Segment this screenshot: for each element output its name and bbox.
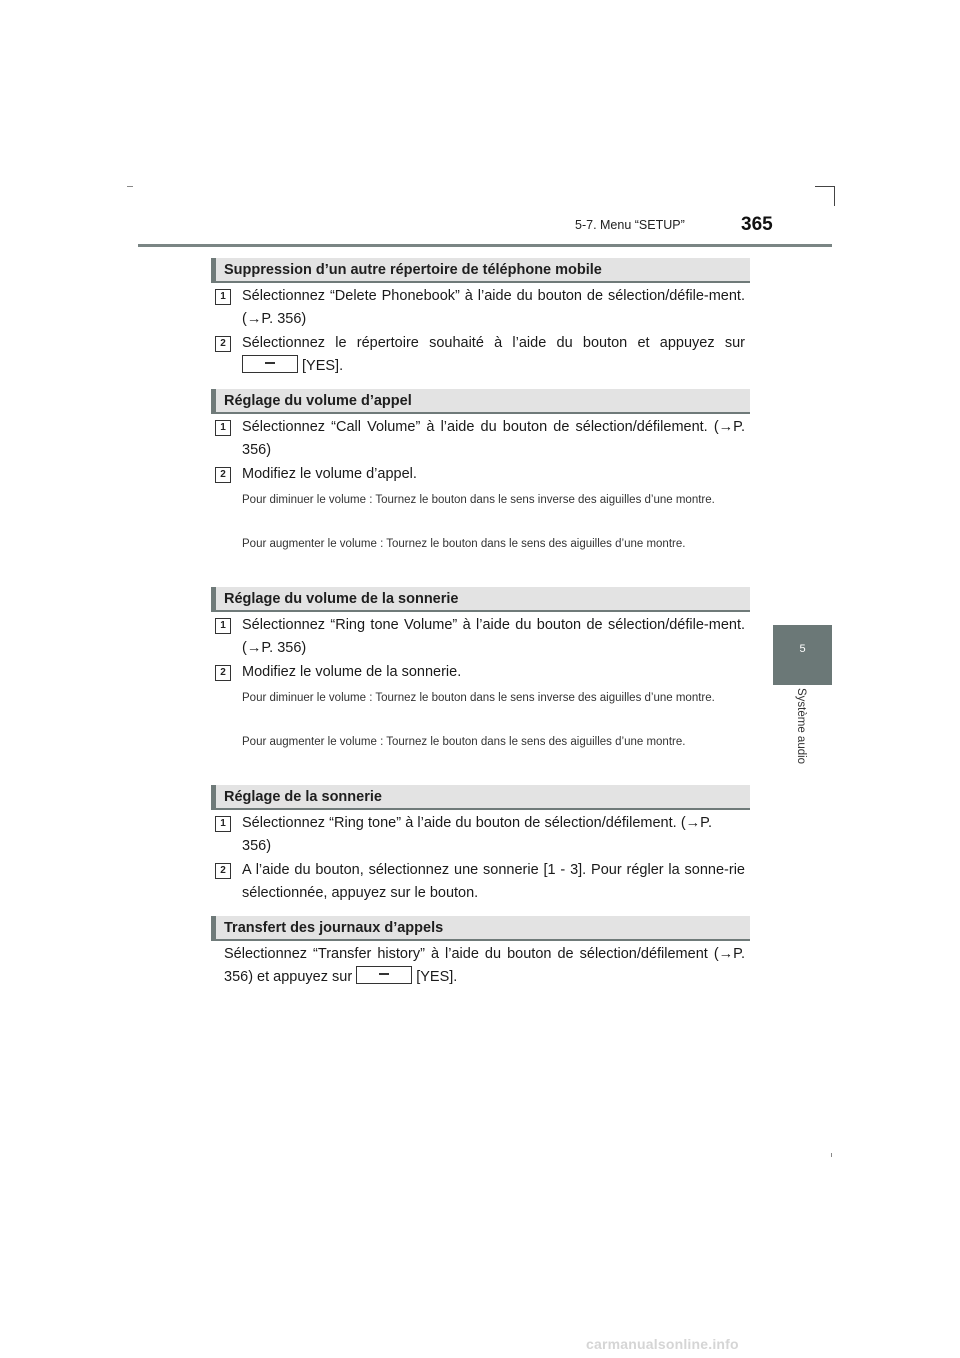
step-text: Sélectionnez “Call Volume” à l’aide du bouton de sélection/défilement. (→P. 356)	[242, 419, 745, 458]
step-text: Sélectionnez le répertoire souhaité à l’aide du bouton et appuyez sur [YES].	[242, 335, 745, 374]
section-heading	[211, 587, 750, 612]
paragraph: Sélectionnez “Transfer history” à l’aide du bouton de sélection/défilement (→P. 356) et appuyez sur [YES].	[224, 946, 745, 985]
step-number-badge: 2	[215, 336, 231, 352]
step-text: Modifiez le volume d’appel.	[242, 466, 417, 482]
step-text: Sélectionnez “Ring tone” à l’aide du bouton de sélection/défilement. (→P. 356)	[242, 815, 712, 854]
crop-mark-bottom-right	[831, 1153, 832, 1157]
running-header: 5-7. Menu “SETUP”	[575, 218, 685, 232]
section-heading	[211, 916, 750, 941]
step-text: A l’aide du bouton, sélectionnez une sonnerie [1 - 3]. Pour régler la sonne-rie sélectionnée, appuyez sur le bouton.	[242, 862, 745, 901]
crop-mark-top-left	[127, 186, 133, 187]
step-note: Pour diminuer le volume : Tournez le bouton dans le sens inverse des aiguilles d’une montre.	[242, 692, 715, 704]
step-number-badge: 2	[215, 665, 231, 681]
section-title: Réglage de la sonnerie	[224, 788, 382, 805]
step-number-badge: 1	[215, 289, 231, 305]
section-heading	[211, 389, 750, 414]
crop-mark-top-right-vertical	[834, 186, 835, 206]
chapter-number: 5	[799, 643, 806, 655]
tune-select-button-icon	[356, 966, 412, 984]
section-heading	[211, 258, 750, 283]
watermark-link[interactable]: carmanualsonline.info	[586, 1336, 739, 1352]
step-text: Sélectionnez “Ring tone Volume” à l’aide du bouton de sélection/défile-ment. (→P. 356)	[242, 617, 745, 656]
step-number-badge: 2	[215, 863, 231, 879]
tune-select-button-icon	[242, 355, 298, 373]
step-number-badge: 1	[215, 816, 231, 832]
page-number: 365	[741, 214, 773, 235]
crop-mark-top-right	[815, 186, 835, 187]
step-text: Sélectionnez “Delete Phonebook” à l’aide du bouton de sélection/défile-ment. (→P. 356)	[242, 288, 745, 327]
step-number-badge: 1	[215, 420, 231, 436]
section-title: Réglage du volume d’appel	[224, 392, 412, 409]
step-note: Pour diminuer le volume : Tournez le bouton dans le sens inverse des aiguilles d’une montre.	[242, 494, 715, 506]
section-title: Suppression d’un autre répertoire de téléphone mobile	[224, 261, 602, 278]
section-title: Transfert des journaux d’appels	[224, 919, 444, 936]
step-text: Modifiez le volume de la sonnerie.	[242, 664, 462, 680]
chapter-label: Système audio	[795, 688, 807, 765]
chapter-tab	[773, 625, 832, 685]
section-heading	[211, 785, 750, 810]
step-number-badge: 1	[215, 618, 231, 634]
step-note: Pour augmenter le volume : Tournez le bouton dans le sens des aiguilles d’une montre.	[242, 736, 686, 748]
step-number-badge: 2	[215, 467, 231, 483]
step-note: Pour augmenter le volume : Tournez le bouton dans le sens des aiguilles d’une montre.	[242, 538, 686, 550]
header-rule	[138, 244, 832, 247]
section-title: Réglage du volume de la sonnerie	[224, 590, 459, 607]
